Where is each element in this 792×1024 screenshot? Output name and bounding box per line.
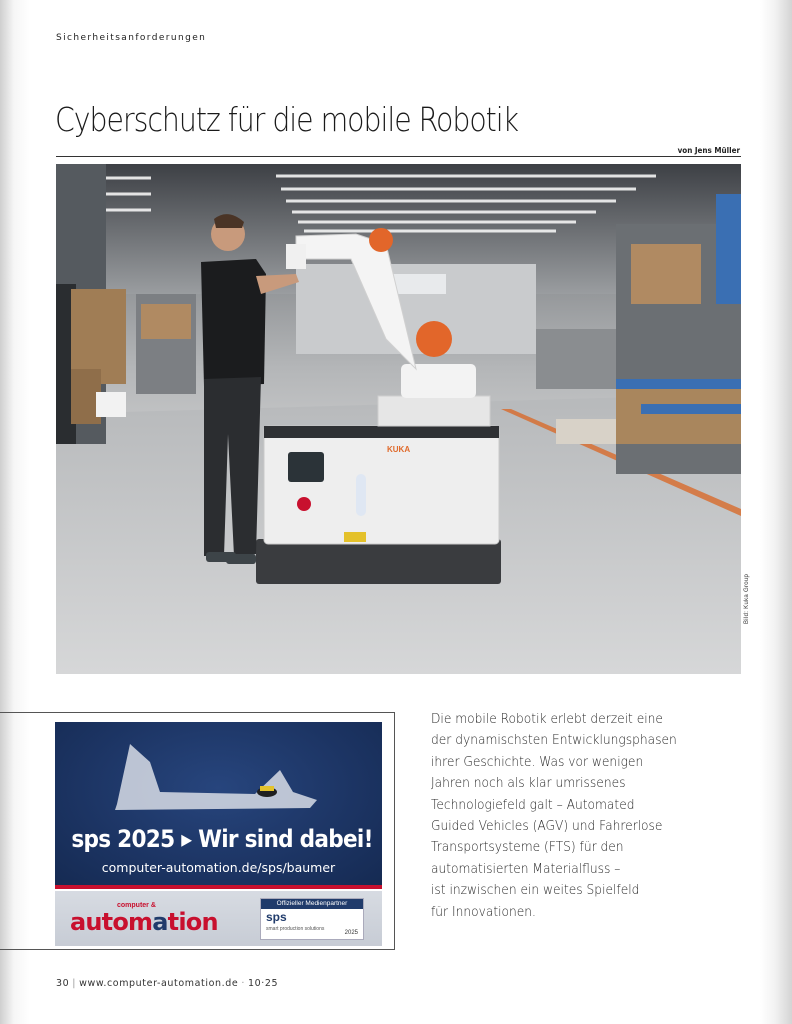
page-number: 30 <box>56 978 70 989</box>
section-label: Sicherheitsanforderungen <box>56 33 207 43</box>
intro-line: der dynamischsten Entwicklungsphasen <box>431 733 677 749</box>
partner-year: 2025 <box>344 930 358 936</box>
partner-sps: sps <box>266 910 287 924</box>
footer-dot: · <box>241 978 245 989</box>
partner-label: Offizieller Medienpartner <box>261 899 363 909</box>
article-title: Cyberschutz für die mobile Robotik <box>55 100 519 139</box>
ad-brand-bar <box>55 891 382 946</box>
footer-issue: 10·25 <box>247 978 279 989</box>
title-rule <box>56 156 741 157</box>
footer-separator: | <box>72 978 77 989</box>
robot-brand-label: KUKA <box>387 445 411 454</box>
warehouse-robot-illustration <box>56 164 741 674</box>
photo-credit: Bild: Kuka Group <box>744 573 750 624</box>
page-footer <box>56 978 278 989</box>
brand-tagline: computer & <box>117 902 156 909</box>
logo-part-1: autom <box>70 908 153 936</box>
media-partner-badge <box>260 898 364 940</box>
intro-line: Transportsysteme (FTS) für den <box>431 840 624 856</box>
intro-line: Jahren noch als klar umrissenes <box>431 776 626 792</box>
intro-line: ist inzwischen ein weites Spielfeld <box>431 883 640 899</box>
intro-line: Technologiefeld galt – Automated <box>431 797 635 813</box>
article-intro <box>431 709 731 923</box>
intro-line: Guided Vehicles (AGV) und Fahrerlose <box>431 819 663 835</box>
computer-automation-logo <box>70 908 218 936</box>
ad-headline: sps 2025 ▸ Wir sind dabei! <box>71 825 373 853</box>
intro-line: Die mobile Robotik erlebt derzeit eine <box>431 712 663 727</box>
author-byline: von Jens Müller <box>677 146 740 155</box>
intro-line: für Innovationen. <box>431 904 536 920</box>
advertisement-banner[interactable] <box>55 722 382 946</box>
intro-line: automatisierten Materialfluss – <box>431 861 621 877</box>
ad-sculpture-image <box>55 722 382 822</box>
intro-line: ihrer Geschichte. Was vor wenigen <box>431 754 644 770</box>
logo-part-2: a <box>152 908 168 936</box>
hero-photo <box>56 164 741 674</box>
ad-url-link[interactable]: computer-automation.de/sps/baumer <box>101 860 336 875</box>
partner-subtitle: smart production solutions <box>266 926 325 932</box>
footer-url[interactable]: www.computer-automation.de <box>79 978 239 989</box>
logo-part-3: tion <box>167 908 218 936</box>
